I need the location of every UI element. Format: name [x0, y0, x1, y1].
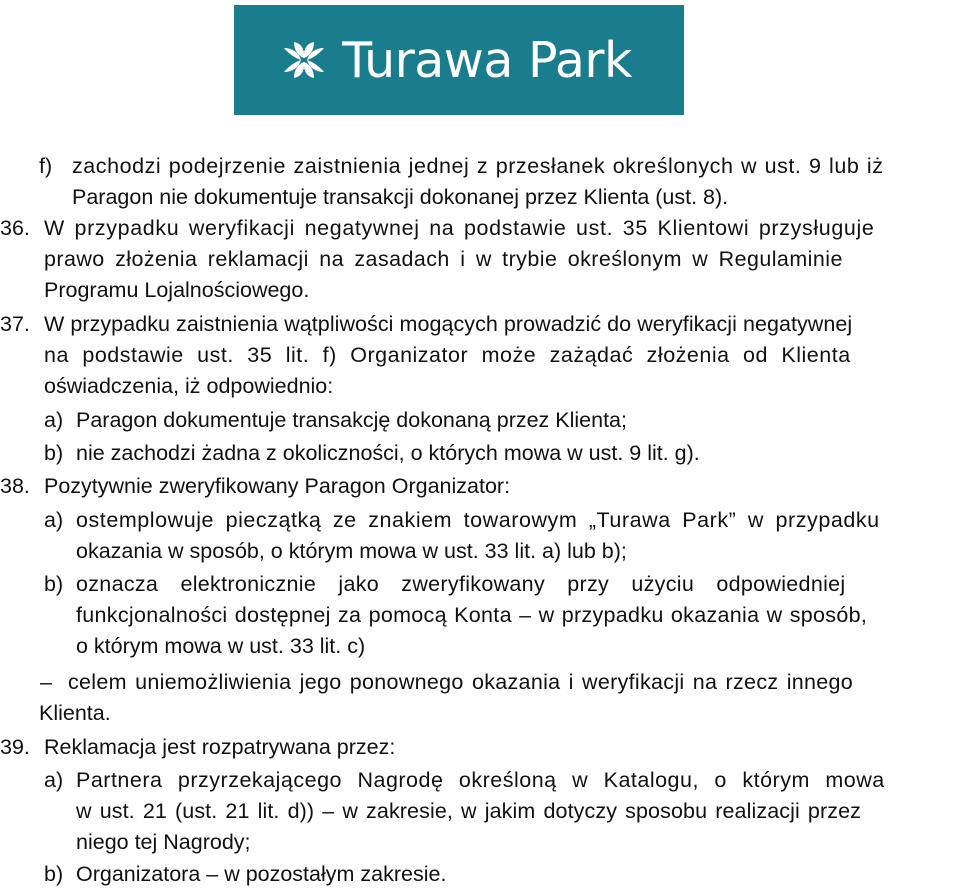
paragraph-number: 38.: [0, 474, 30, 498]
item-label: b): [44, 862, 64, 886]
paragraph-number: 36.: [0, 216, 30, 240]
paragraph-line: W przypadku zaistnienia wątpliwości mogących prowadzić do weryfikacji negatywnej: [44, 312, 853, 336]
paragraph-line: celem uniemożliwienia jego ponownego okazania i weryfikacji na rzecz innego: [68, 670, 854, 694]
item-label: a): [44, 508, 64, 532]
paragraph-line: oznacza elektronicznie jako zweryfikowany przy użyciu odpowiedniej: [76, 572, 846, 596]
paragraph-line: w ust. 21 (ust. 21 lit. d)) – w zakresie, w jakim dotyczy sposobu realizacji przez: [76, 799, 861, 823]
paragraph-line: Pozytywnie zweryfikowany Paragon Organizator:: [44, 474, 511, 498]
paragraph-line: [72, 151, 958, 181]
item-label: a): [44, 768, 64, 792]
four-leaf-icon: [280, 36, 328, 84]
paragraph-line: prawo złożenia reklamacji na zasadach i w trybie określonym w Regulaminie: [44, 247, 843, 271]
logo-text: Turawa Park: [342, 31, 632, 89]
item-label: f): [39, 154, 53, 178]
paragraph-line: o którym mowa w ust. 33 lit. c): [76, 634, 366, 658]
item-label: a): [44, 408, 64, 432]
paragraph-line: ostemplowuje pieczątką ze znakiem towarowym „Turawa Park” w przypadku: [76, 508, 880, 532]
paragraph-number: 37.: [0, 312, 30, 336]
paragraph-line: W przypadku weryfikacji negatywnej na podstawie ust. 35 Klientowi przysługuje: [44, 216, 875, 240]
paragraph-line: Programu Lojalnościowego.: [44, 278, 310, 302]
paragraph-line: Reklamacja jest rozpatrywana przez:: [44, 735, 396, 759]
paragraph-number: 39.: [0, 735, 30, 759]
paragraph-line: funkcjonalności dostępnej za pomocą Konta – w przypadku okazania w sposób,: [76, 603, 868, 627]
turawa-park-logo: [234, 5, 684, 115]
paragraph-line: Klienta.: [39, 701, 111, 725]
paragraph-line: Paragon nie dokumentuje transakcji dokonanej przez Klienta (ust. 8).: [72, 185, 729, 209]
paragraph-line: Paragon dokumentuje transakcję dokonaną przez Klienta;: [76, 408, 627, 432]
paragraph-line: na podstawie ust. 35 lit. f) Organizator może zażądać złożenia od Klienta: [44, 343, 851, 367]
dash-bullet: –: [40, 670, 52, 694]
paragraph-line: niego tej Nagrody;: [76, 830, 251, 854]
paragraph-line: Partnera przyrzekającego Nagrodę określoną w Katalogu, o którym mowa: [76, 768, 885, 792]
line-text: zachodzi podejrzenie zaistnienia jednej z przesłanek określonych w ust. 9 lub iż: [72, 154, 884, 178]
paragraph-line: okazania w sposób, o którym mowa w ust. 33 lit. a) lub b);: [76, 539, 627, 563]
paragraph-line: Organizatora – w pozostałym zakresie.: [76, 862, 447, 886]
paragraph-line: oświadczenia, iż odpowiednio:: [44, 374, 334, 398]
item-label: b): [44, 441, 64, 465]
paragraph-line: nie zachodzi żadna z okoliczności, o których mowa w ust. 9 lit. g).: [76, 441, 700, 465]
item-label: b): [44, 572, 64, 596]
